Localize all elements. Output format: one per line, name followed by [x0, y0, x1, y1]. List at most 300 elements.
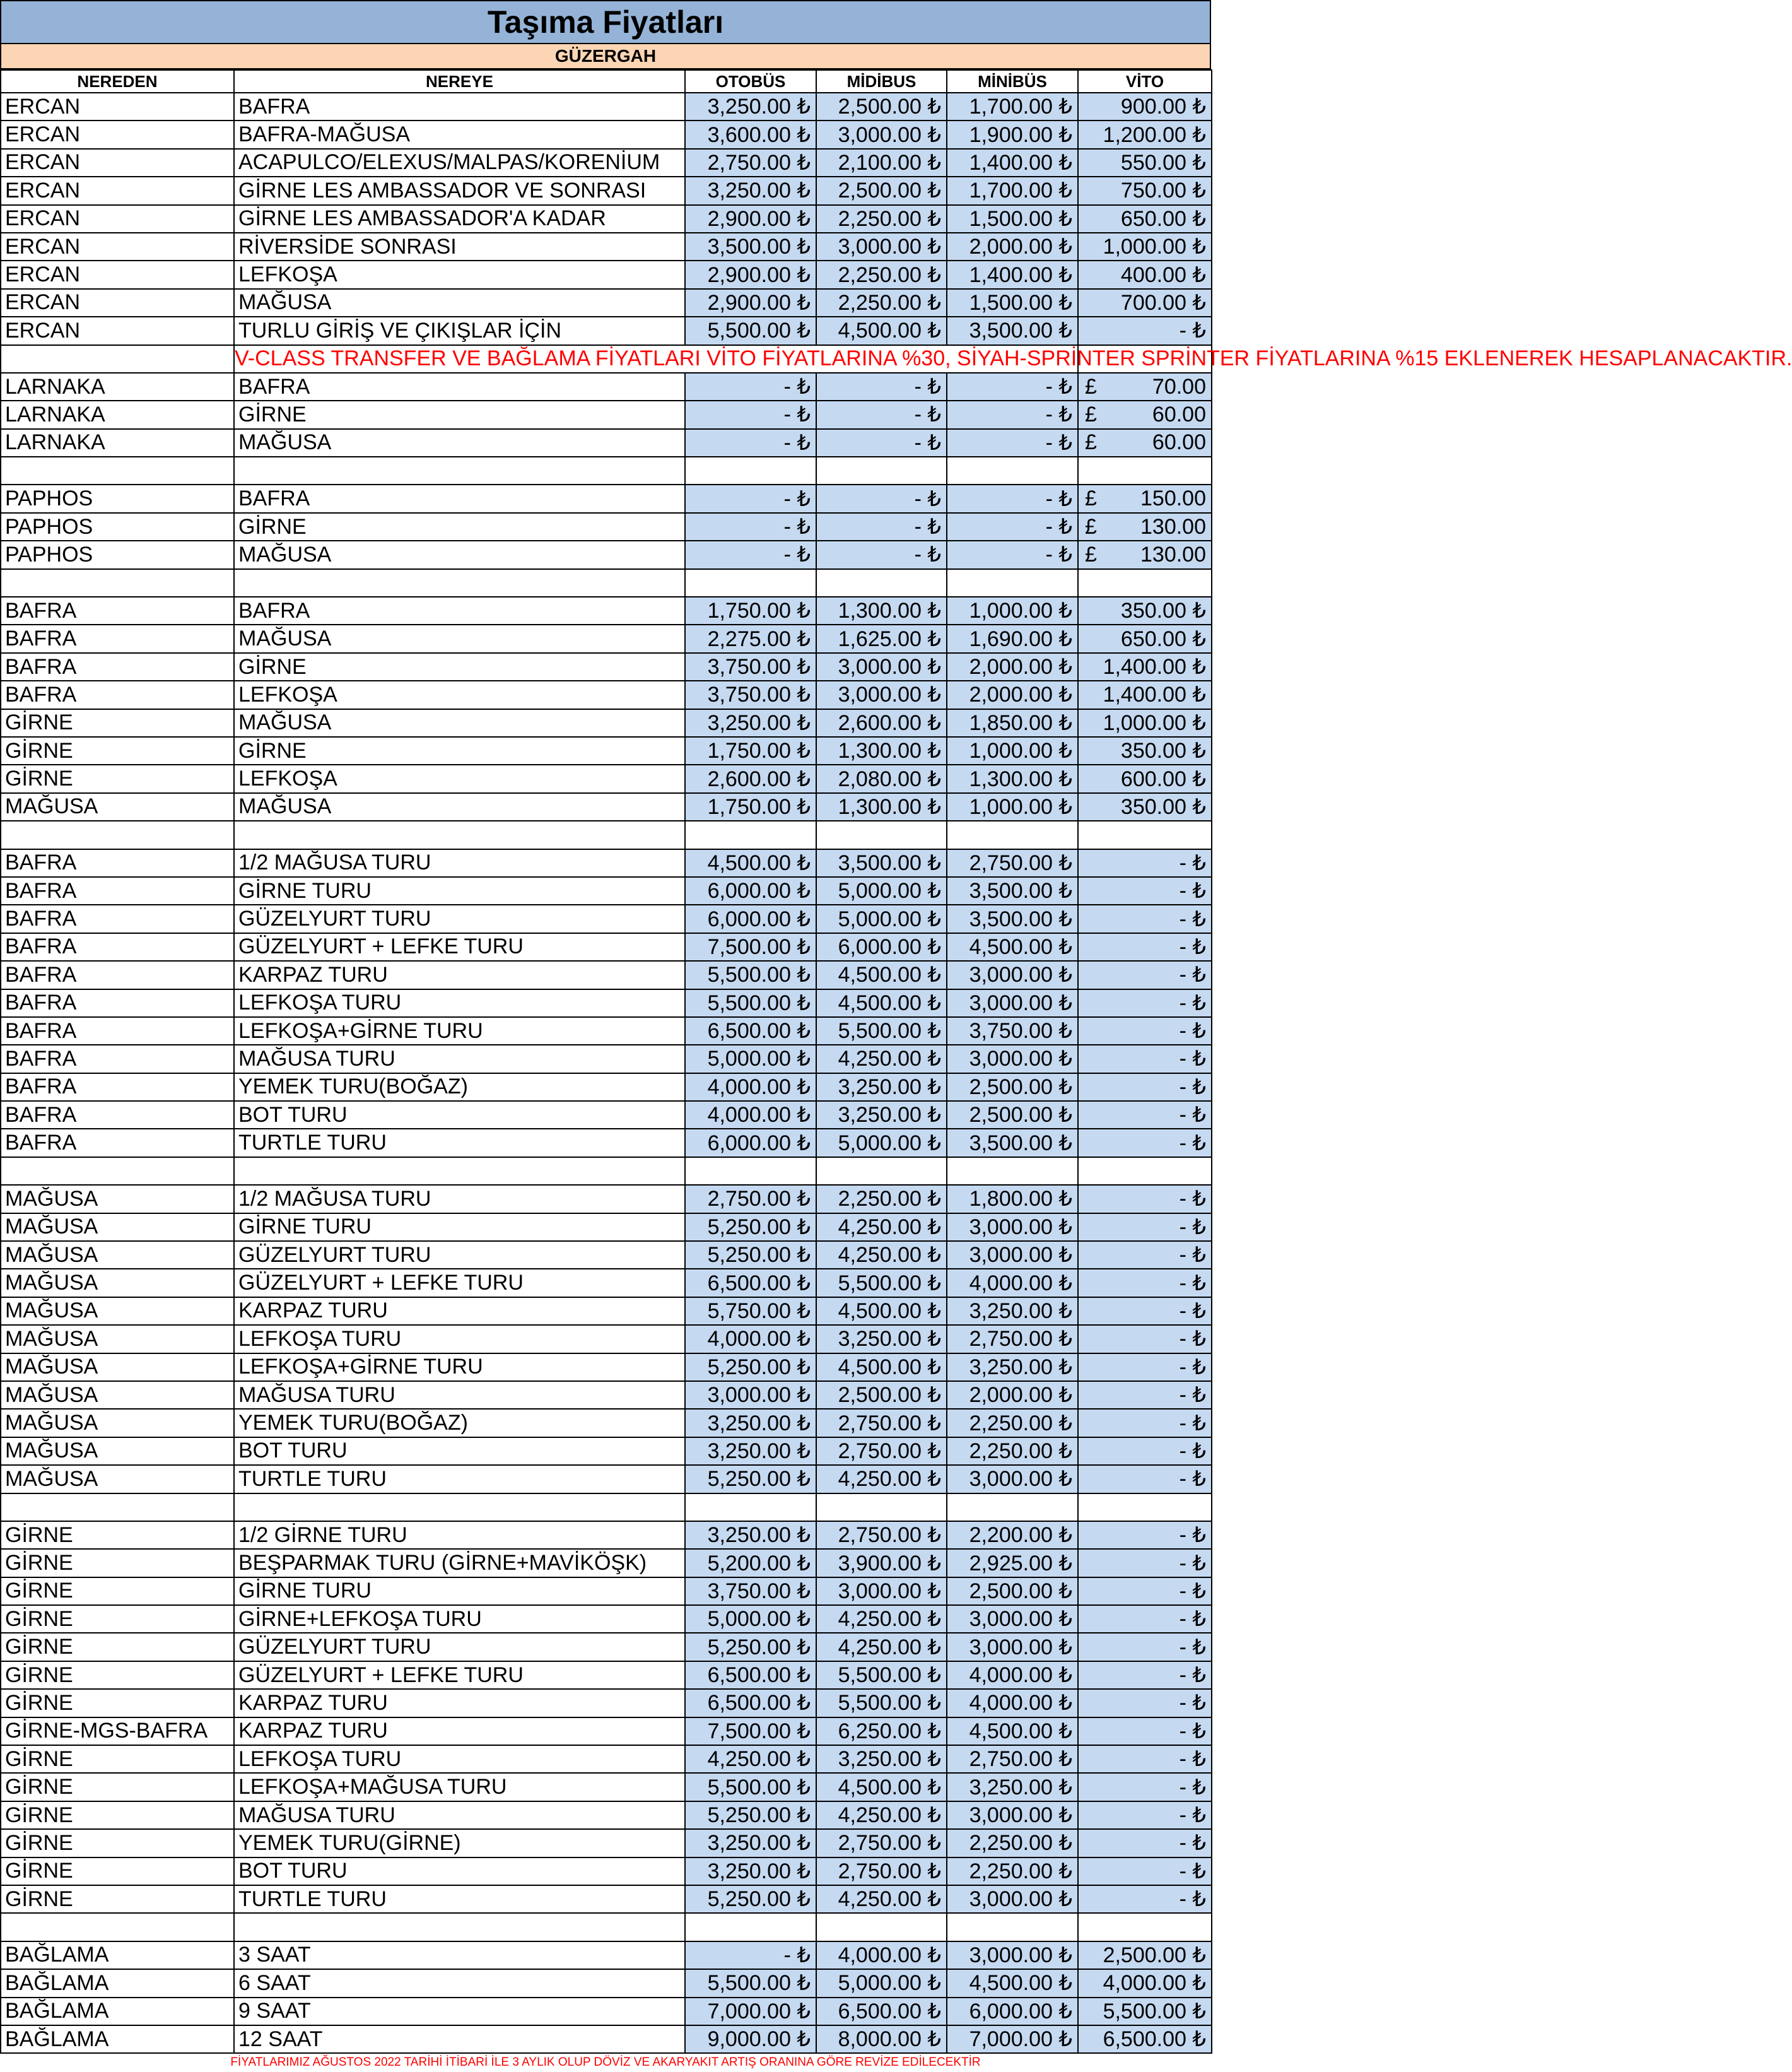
- price-value: - ₺: [914, 515, 941, 539]
- midibus-price-cell: [816, 233, 947, 261]
- price-value: 6,250.00 ₺: [838, 1719, 941, 1743]
- otobus-price-cell: [685, 373, 816, 401]
- spacer-cell: [234, 569, 685, 597]
- from-cell: GİRNE: [1, 765, 234, 792]
- to-cell: KARPAZ TURU: [234, 961, 685, 989]
- to-cell: YEMEK TURU(BOĞAZ): [234, 1409, 685, 1437]
- midibus-price-cell: [816, 401, 947, 428]
- spacer-cell: [816, 1493, 947, 1521]
- otobus-price-cell: [685, 1213, 816, 1241]
- vito-price-cell: [1078, 149, 1212, 177]
- from-cell: LARNAKA: [1, 401, 234, 428]
- midibus-price-cell: [816, 681, 947, 709]
- price-value: 3,250.00 ₺: [838, 1074, 941, 1099]
- price-value: 70.00: [1152, 374, 1206, 399]
- vito-price-cell: [1078, 1185, 1212, 1213]
- otobus-price-cell: [685, 1549, 816, 1577]
- price-value: - ₺: [1179, 1355, 1206, 1379]
- price-value: - ₺: [1179, 1187, 1206, 1211]
- midibus-price-cell: [816, 1325, 947, 1353]
- price-value: 2,500.00 ₺: [838, 1383, 941, 1408]
- otobus-price-cell: [685, 485, 816, 512]
- table-row: [1, 877, 1212, 905]
- otobus-price-cell: [685, 933, 816, 961]
- from-cell: ERCAN: [1, 121, 234, 148]
- price-table: [0, 69, 1792, 2054]
- price-value: 1,500.00 ₺: [969, 290, 1072, 315]
- midibus-price-cell: [816, 1409, 947, 1437]
- minibus-price-cell: [947, 93, 1078, 121]
- otobus-price-cell: [685, 121, 816, 148]
- midibus-price-cell: [816, 1661, 947, 1689]
- to-cell: MAĞUSA: [234, 289, 685, 317]
- price-value: 4,250.00 ₺: [838, 1635, 941, 1659]
- price-value: 5,500.00 ₺: [838, 1691, 941, 1716]
- midibus-price-cell: [816, 1045, 947, 1073]
- minibus-price-cell: [947, 1465, 1078, 1493]
- vito-price-cell: [1078, 1297, 1212, 1325]
- to-cell: 1/2 GİRNE TURU: [234, 1521, 685, 1549]
- spacer-cell: [1, 569, 234, 597]
- price-value: - ₺: [1045, 515, 1072, 539]
- price-value: 6,500.00 ₺: [707, 1271, 811, 1295]
- to-cell: GİRNE LES AMBASSADOR VE SONRASI: [234, 177, 685, 204]
- from-cell: MAĞUSA: [1, 1213, 234, 1241]
- table-row: [1, 1129, 1212, 1157]
- from-cell: GİRNE: [1, 1577, 234, 1605]
- otobus-price-cell: [685, 1969, 816, 1997]
- midibus-price-cell: [816, 877, 947, 905]
- midibus-price-cell: [816, 989, 947, 1017]
- midibus-price-cell: [816, 1829, 947, 1857]
- price-value: - ₺: [1045, 430, 1072, 455]
- otobus-price-cell: [685, 401, 816, 428]
- price-value: 4,500.00 ₺: [838, 1355, 941, 1379]
- otobus-price-cell: [685, 1801, 816, 1829]
- table-row: [1, 513, 1212, 541]
- price-value: 5,750.00 ₺: [707, 1298, 811, 1323]
- price-value: 5,000.00 ₺: [838, 879, 941, 904]
- price-value: 4,250.00 ₺: [838, 1803, 941, 1828]
- midibus-price-cell: [816, 177, 947, 204]
- minibus-price-cell: [947, 1633, 1078, 1661]
- minibus-price-cell: [947, 1661, 1078, 1689]
- spacer-cell: [947, 569, 1078, 597]
- price-value: 2,000.00 ₺: [969, 683, 1072, 707]
- otobus-price-cell: [685, 1073, 816, 1101]
- vito-price-cell: [1078, 877, 1212, 905]
- column-header-midibus: MİDİBUS: [816, 70, 947, 93]
- price-value: 700.00 ₺: [1120, 290, 1206, 315]
- price-value: 1,400.00 ₺: [1103, 655, 1206, 679]
- table-row: [1, 1101, 1212, 1129]
- spacer-cell: [947, 1493, 1078, 1521]
- price-value: 2,275.00 ₺: [707, 627, 811, 651]
- price-value: 3,250.00 ₺: [707, 179, 811, 203]
- price-value: 2,250.00 ₺: [969, 1439, 1072, 1463]
- otobus-price-cell: [685, 737, 816, 765]
- table-row: [1, 849, 1212, 877]
- vito-price-cell: [1078, 1577, 1212, 1605]
- otobus-price-cell: [685, 93, 816, 121]
- to-cell: BOT TURU: [234, 1101, 685, 1129]
- midibus-price-cell: [816, 1129, 947, 1157]
- vito-price-cell: [1078, 1241, 1212, 1269]
- vito-price-cell: [1078, 1857, 1212, 1885]
- minibus-price-cell: [947, 205, 1078, 233]
- price-value: - ₺: [1045, 543, 1072, 567]
- to-cell: GÜZELYURT + LEFKE TURU: [234, 933, 685, 961]
- from-cell: GİRNE: [1, 1549, 234, 1577]
- pound-sign: £: [1085, 514, 1097, 539]
- price-value: 1,850.00 ₺: [969, 710, 1072, 735]
- price-value: 6,500.00 ₺: [1103, 2027, 1206, 2052]
- vito-price-cell: [1078, 261, 1212, 288]
- otobus-price-cell: [685, 849, 816, 877]
- vito-price-cell: [1078, 765, 1212, 792]
- from-cell: PAPHOS: [1, 485, 234, 512]
- price-value: 2,500.00 ₺: [969, 1074, 1072, 1099]
- price-value: - ₺: [1179, 1327, 1206, 1351]
- minibus-price-cell: [947, 121, 1078, 148]
- spacer-cell: [234, 821, 685, 849]
- minibus-price-cell: [947, 1549, 1078, 1577]
- vito-price-cell: [1078, 1773, 1212, 1801]
- price-value: 4,500.00 ₺: [969, 934, 1072, 959]
- minibus-price-cell: [947, 541, 1078, 568]
- table-row: [1, 1717, 1212, 1745]
- vito-price-cell: [1078, 1465, 1212, 1493]
- from-cell: MAĞUSA: [1, 1269, 234, 1297]
- minibus-price-cell: [947, 1998, 1078, 2025]
- midibus-price-cell: [816, 485, 947, 512]
- price-value: 5,250.00 ₺: [707, 1887, 811, 1912]
- minibus-price-cell: [947, 905, 1078, 933]
- minibus-price-cell: [947, 1605, 1078, 1633]
- price-value: 4,000.00 ₺: [707, 1103, 811, 1127]
- midibus-price-cell: [816, 961, 947, 989]
- price-value: 1,500.00 ₺: [969, 206, 1072, 231]
- price-value: 3,250.00 ₺: [707, 95, 811, 119]
- spacer-cell: [1, 821, 234, 849]
- minibus-price-cell: [947, 1185, 1078, 1213]
- price-value: 5,500.00 ₺: [707, 963, 811, 987]
- table-row: [1, 1885, 1212, 1913]
- from-cell: ERCAN: [1, 177, 234, 204]
- note-row: [1, 345, 1212, 373]
- midibus-price-cell: [816, 1269, 947, 1297]
- price-value: 60.00: [1152, 430, 1206, 455]
- spacer-cell: [816, 569, 947, 597]
- price-value: - ₺: [1179, 1131, 1206, 1155]
- minibus-price-cell: [947, 1857, 1078, 1885]
- price-value: 2,600.00 ₺: [707, 767, 811, 791]
- from-cell: BAFRA: [1, 933, 234, 961]
- midibus-price-cell: [816, 1745, 947, 1773]
- to-cell: LEFKOŞA: [234, 765, 685, 792]
- spacer-cell: [234, 1913, 685, 1941]
- from-cell: ERCAN: [1, 317, 234, 344]
- price-value: 3,250.00 ₺: [969, 1298, 1072, 1323]
- price-value: 6,500.00 ₺: [707, 1691, 811, 1716]
- to-cell: TURTLE TURU: [234, 1129, 685, 1157]
- to-cell: MAĞUSA TURU: [234, 1801, 685, 1829]
- to-cell: GİRNE TURU: [234, 1213, 685, 1241]
- vito-price-cell: [1078, 541, 1212, 568]
- table-row: [1, 1213, 1212, 1241]
- price-value: 1,700.00 ₺: [969, 179, 1072, 203]
- spacer-cell: [685, 1157, 816, 1185]
- table-row: [1, 1689, 1212, 1717]
- table-row: [1, 1381, 1212, 1409]
- midibus-price-cell: [816, 709, 947, 737]
- price-value: - ₺: [1045, 403, 1072, 427]
- to-cell: YEMEK TURU(GİRNE): [234, 1829, 685, 1857]
- to-cell: 1/2 MAĞUSA TURU: [234, 1185, 685, 1213]
- price-value: 3,250.00 ₺: [838, 1103, 941, 1127]
- from-cell: LARNAKA: [1, 373, 234, 401]
- price-value: 2,250.00 ₺: [838, 262, 941, 287]
- otobus-price-cell: [685, 289, 816, 317]
- midibus-price-cell: [816, 1885, 947, 1913]
- vito-price-cell: [1078, 961, 1212, 989]
- price-value: - ₺: [1179, 1747, 1206, 1772]
- price-value: 2,925.00 ₺: [969, 1551, 1072, 1575]
- table-row: [1, 1969, 1212, 1997]
- spacer-cell: [234, 457, 685, 485]
- vito-price-cell: [1078, 121, 1212, 148]
- minibus-price-cell: [947, 709, 1078, 737]
- vito-price-cell: [1078, 1073, 1212, 1101]
- vito-price-cell: [1078, 1045, 1212, 1073]
- minibus-price-cell: [947, 289, 1078, 317]
- table-row: [1, 317, 1212, 344]
- price-value: 4,500.00 ₺: [838, 991, 941, 1015]
- midibus-price-cell: [816, 1633, 947, 1661]
- to-cell: GİRNE+LEFKOŞA TURU: [234, 1605, 685, 1633]
- to-cell: GÜZELYURT + LEFKE TURU: [234, 1661, 685, 1689]
- from-cell: MAĞUSA: [1, 1325, 234, 1353]
- midibus-price-cell: [816, 1857, 947, 1885]
- from-cell: BAFRA: [1, 653, 234, 681]
- to-cell: GİRNE: [234, 513, 685, 541]
- midibus-price-cell: [816, 653, 947, 681]
- otobus-price-cell: [685, 905, 816, 933]
- otobus-price-cell: [685, 793, 816, 821]
- from-cell: LARNAKA: [1, 429, 234, 457]
- to-cell: LEFKOŞA+GİRNE TURU: [234, 1017, 685, 1045]
- price-value: 4,250.00 ₺: [838, 1467, 941, 1492]
- price-value: 3,000.00 ₺: [969, 1607, 1072, 1632]
- price-value: - ₺: [783, 486, 811, 511]
- price-value: 1,000.00 ₺: [969, 794, 1072, 819]
- spacer-cell: [1, 457, 234, 485]
- table-row: [1, 1297, 1212, 1325]
- otobus-price-cell: [685, 205, 816, 233]
- table-row: [1, 149, 1212, 177]
- midibus-price-cell: [816, 93, 947, 121]
- otobus-price-cell: [685, 1633, 816, 1661]
- vito-price-cell: [1078, 1605, 1212, 1633]
- price-value: - ₺: [1045, 486, 1072, 511]
- price-value: 5,500.00 ₺: [838, 1271, 941, 1295]
- vito-price-cell: [1078, 317, 1212, 344]
- table-row: [1, 1801, 1212, 1829]
- to-cell: 3 SAAT: [234, 1941, 685, 1969]
- from-cell: GİRNE: [1, 1801, 234, 1829]
- to-cell: GİRNE TURU: [234, 1577, 685, 1605]
- price-value: - ₺: [783, 403, 811, 427]
- to-cell: TURTLE TURU: [234, 1465, 685, 1493]
- midibus-price-cell: [816, 1998, 947, 2025]
- midibus-price-cell: [816, 1577, 947, 1605]
- midibus-price-cell: [816, 2025, 947, 2053]
- spacer-cell: [1078, 821, 1212, 849]
- page-title: Taşıma Fiyatları: [0, 0, 1211, 44]
- table-row: [1, 961, 1212, 989]
- price-value: 2,250.00 ₺: [838, 1187, 941, 1211]
- otobus-price-cell: [685, 1409, 816, 1437]
- spacer-row: [1, 1913, 1212, 1941]
- midibus-price-cell: [816, 1437, 947, 1465]
- to-cell: BOT TURU: [234, 1857, 685, 1885]
- price-value: 3,500.00 ₺: [969, 319, 1072, 343]
- vito-price-cell: [1078, 513, 1212, 541]
- price-value: 3,000.00 ₺: [969, 1887, 1072, 1912]
- vito-price-cell: [1078, 1633, 1212, 1661]
- price-value: 2,500.00 ₺: [1103, 1943, 1206, 1967]
- price-value: - ₺: [783, 1943, 811, 1967]
- table-row: [1, 205, 1212, 233]
- from-cell: ERCAN: [1, 149, 234, 177]
- spacer-cell: [947, 1157, 1078, 1185]
- to-cell: 12 SAAT: [234, 2025, 685, 2053]
- otobus-price-cell: [685, 1101, 816, 1129]
- spacer-cell: [1, 1493, 234, 1521]
- column-header-minibus: MİNİBÜS: [947, 70, 1078, 93]
- to-cell: TURTLE TURU: [234, 1885, 685, 1913]
- table-row: [1, 1661, 1212, 1689]
- pricing-note: V-CLASS TRANSFER VE BAĞLAMA FİYATLARI VİTO FİYATLARINA %30, SİYAH-SPRİNTER SPRİNTER FİYATLARINA %15 EKLENEREK HESAPLANACAKTIR.: [234, 345, 1078, 373]
- price-value: - ₺: [1179, 1271, 1206, 1295]
- price-value: 4,000.00 ₺: [707, 1074, 811, 1099]
- spacer-cell: [1078, 1493, 1212, 1521]
- price-value: 1,000.00 ₺: [969, 739, 1072, 763]
- from-cell: GİRNE: [1, 1829, 234, 1857]
- from-cell: ERCAN: [1, 93, 234, 121]
- price-value: - ₺: [914, 486, 941, 511]
- price-value: 3,250.00 ₺: [707, 1411, 811, 1435]
- price-value: 4,000.00 ₺: [1103, 1971, 1206, 1996]
- price-value: 7,500.00 ₺: [707, 1719, 811, 1743]
- table-row: [1, 989, 1212, 1017]
- price-value: - ₺: [1179, 1691, 1206, 1716]
- from-cell: BAĞLAMA: [1, 2025, 234, 2053]
- price-value: 5,000.00 ₺: [838, 1131, 941, 1155]
- price-value: - ₺: [1179, 1719, 1206, 1743]
- vito-price-cell: [1078, 2025, 1212, 2053]
- price-value: 6,000.00 ₺: [707, 907, 811, 931]
- otobus-price-cell: [685, 1998, 816, 2025]
- spacer-cell: [947, 1913, 1078, 1941]
- minibus-price-cell: [947, 1045, 1078, 1073]
- from-cell: BAFRA: [1, 1101, 234, 1129]
- price-value: - ₺: [914, 403, 941, 427]
- minibus-price-cell: [947, 849, 1078, 877]
- price-value: 1,400.00 ₺: [1103, 683, 1206, 707]
- price-value: 4,000.00 ₺: [707, 1327, 811, 1351]
- to-cell: LEFKOŞA: [234, 261, 685, 288]
- price-value: 4,000.00 ₺: [969, 1691, 1072, 1716]
- spacer-cell: [234, 1157, 685, 1185]
- price-value: 2,750.00 ₺: [707, 150, 811, 175]
- price-value: 2,750.00 ₺: [838, 1523, 941, 1548]
- from-cell: MAĞUSA: [1, 1381, 234, 1409]
- spacer-cell: [1078, 569, 1212, 597]
- vito-price-cell: [1078, 905, 1212, 933]
- price-value: 3,250.00 ₺: [707, 1523, 811, 1548]
- midibus-price-cell: [816, 121, 947, 148]
- vito-price-cell: [1078, 1717, 1212, 1745]
- minibus-price-cell: [947, 793, 1078, 821]
- price-value: 5,000.00 ₺: [838, 907, 941, 931]
- spacer-row: [1, 1493, 1212, 1521]
- to-cell: GÜZELYURT TURU: [234, 905, 685, 933]
- price-value: 3,250.00 ₺: [707, 1831, 811, 1856]
- minibus-price-cell: [947, 513, 1078, 541]
- from-cell: ERCAN: [1, 233, 234, 261]
- price-value: 2,000.00 ₺: [969, 235, 1072, 259]
- otobus-price-cell: [685, 1465, 816, 1493]
- price-value: 3,000.00 ₺: [838, 122, 941, 147]
- price-value: 1,400.00 ₺: [969, 262, 1072, 287]
- price-value: 4,500.00 ₺: [707, 851, 811, 875]
- minibus-price-cell: [947, 373, 1078, 401]
- vito-price-cell: [1078, 1941, 1212, 1969]
- pound-sign: £: [1085, 402, 1097, 427]
- midibus-price-cell: [816, 1717, 947, 1745]
- otobus-price-cell: [685, 1941, 816, 1969]
- otobus-price-cell: [685, 1605, 816, 1633]
- otobus-price-cell: [685, 1745, 816, 1773]
- from-cell: GİRNE: [1, 737, 234, 765]
- from-cell: GİRNE: [1, 1745, 234, 1773]
- midibus-price-cell: [816, 1605, 947, 1633]
- spacer-cell: [1078, 1913, 1212, 1941]
- price-value: 5,500.00 ₺: [838, 1663, 941, 1688]
- vito-price-cell: [1078, 933, 1212, 961]
- price-value: 3,000.00 ₺: [969, 1047, 1072, 1071]
- from-cell: MAĞUSA: [1, 793, 234, 821]
- price-value: 2,900.00 ₺: [707, 262, 811, 287]
- table-row: [1, 93, 1212, 121]
- otobus-price-cell: [685, 1773, 816, 1801]
- price-value: - ₺: [1179, 1047, 1206, 1071]
- price-value: 2,750.00 ₺: [969, 851, 1072, 875]
- midibus-price-cell: [816, 793, 947, 821]
- from-cell: MAĞUSA: [1, 1241, 234, 1269]
- price-value: 3,000.00 ₺: [969, 991, 1072, 1015]
- otobus-price-cell: [685, 261, 816, 288]
- to-cell: GÜZELYURT TURU: [234, 1633, 685, 1661]
- from-cell: GİRNE-MGS-BAFRA: [1, 1717, 234, 1745]
- price-value: - ₺: [1179, 1551, 1206, 1575]
- price-value: 2,250.00 ₺: [838, 290, 941, 315]
- price-value: 400.00 ₺: [1120, 262, 1206, 287]
- otobus-price-cell: [685, 681, 816, 709]
- column-header-nereden: NEREDEN: [1, 70, 234, 93]
- price-value: 1,400.00 ₺: [969, 150, 1072, 175]
